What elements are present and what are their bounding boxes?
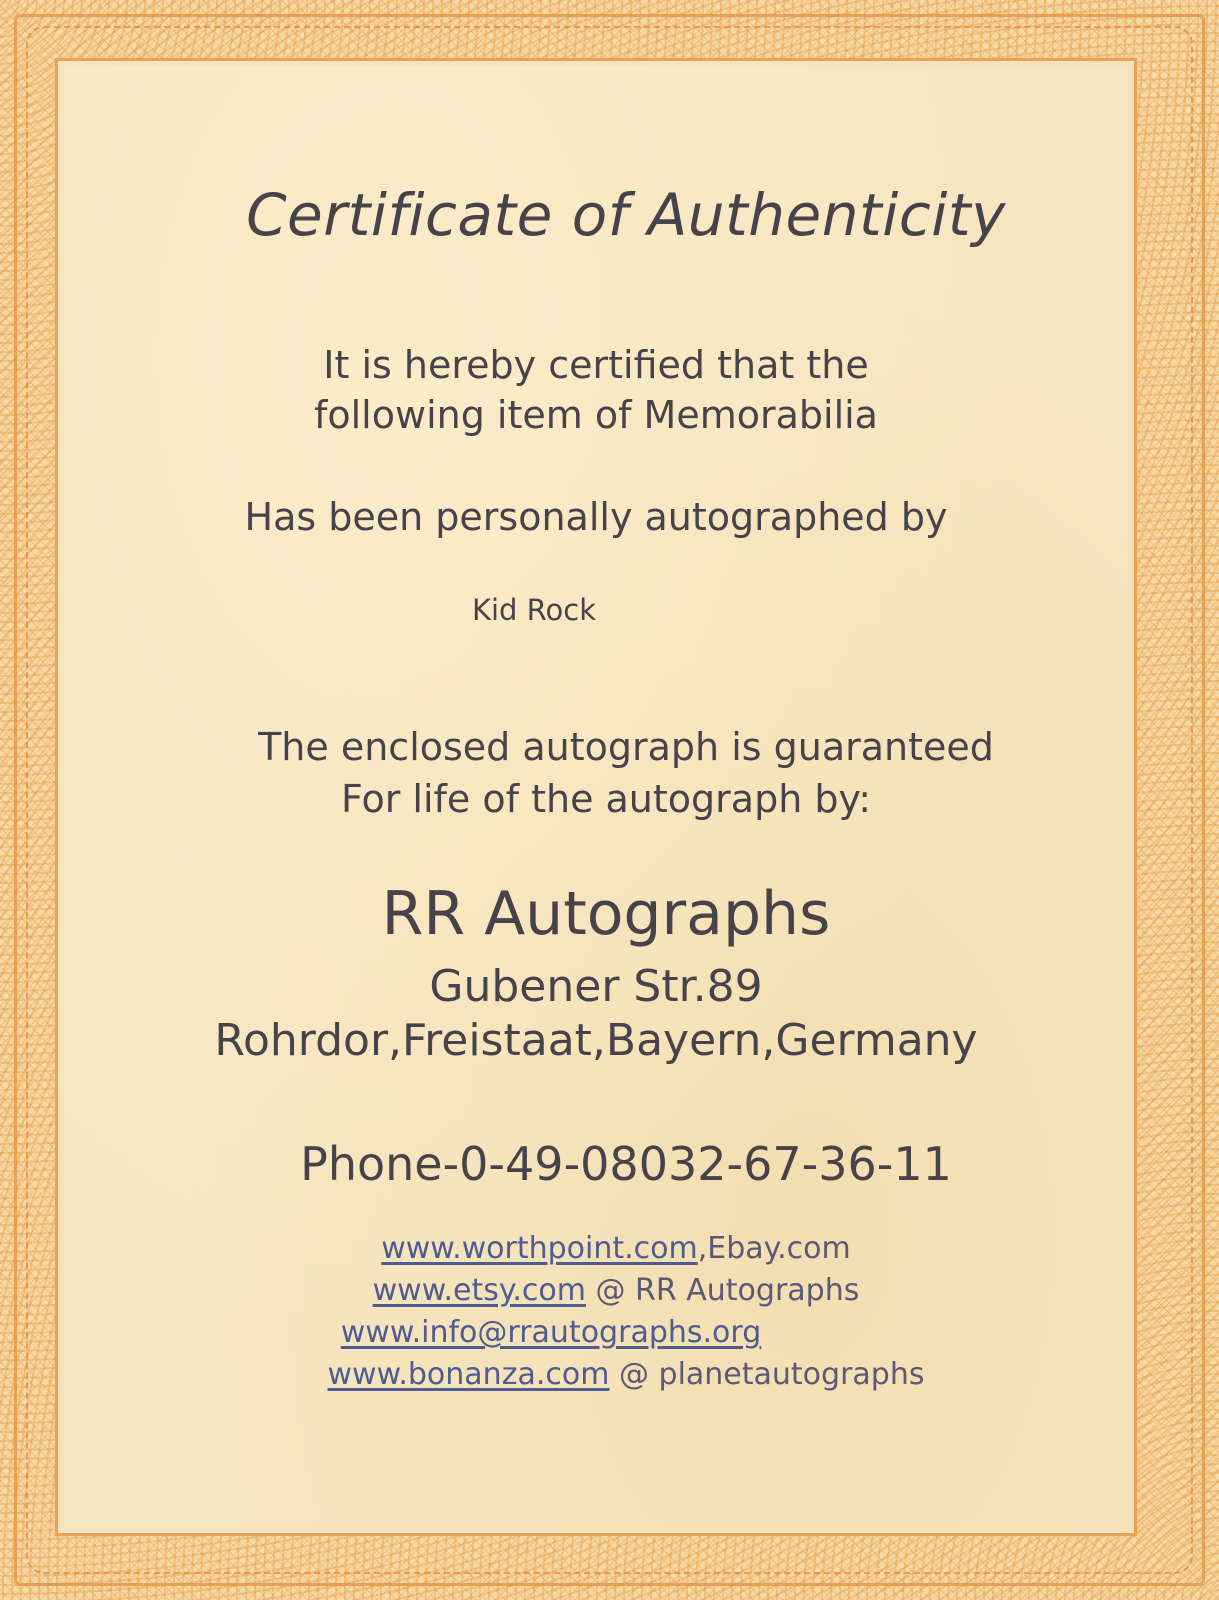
guarantee-line-2: For life of the autograph by: — [340, 777, 872, 821]
certificate-title: Certificate of Authenticity — [246, 181, 1006, 249]
guarantee-line-1: The enclosed autograph is guaranteed — [258, 725, 994, 769]
worthpoint-link[interactable]: www.worthpoint.com — [381, 1231, 698, 1266]
website-line-2 — [78, 1273, 1154, 1308]
website-line-4 — [88, 1357, 1164, 1392]
company-city: Rohrdor,Freistaat,Bayern,Germany — [214, 1015, 978, 1066]
website-line-1 — [78, 1231, 1154, 1266]
etsy-link[interactable]: www.etsy.com — [372, 1273, 586, 1308]
intro-line-1: It is hereby certified that the — [323, 343, 869, 387]
info-email-link[interactable]: www.info@rrautographs.org — [340, 1315, 762, 1350]
website-suffix-1: ,Ebay.com — [697, 1231, 851, 1266]
company-name: RR Autographs — [381, 879, 831, 949]
website-suffix-2: @ RR Autographs — [585, 1273, 860, 1308]
autographed-line: Has been personally autographed by — [244, 495, 948, 539]
intro-line-2: following item of Memorabilia — [314, 393, 878, 437]
website-suffix-4: @ planetautographs — [609, 1357, 925, 1392]
company-street: Gubener Str.89 — [429, 961, 763, 1012]
bonanza-link[interactable]: www.bonanza.com — [327, 1357, 610, 1392]
company-phone: Phone-0-49-08032-67-36-11 — [300, 1137, 952, 1191]
certificate-panel — [55, 58, 1137, 1536]
signer-name: Kid Rock — [471, 593, 597, 627]
website-line-3 — [13, 1315, 1089, 1350]
